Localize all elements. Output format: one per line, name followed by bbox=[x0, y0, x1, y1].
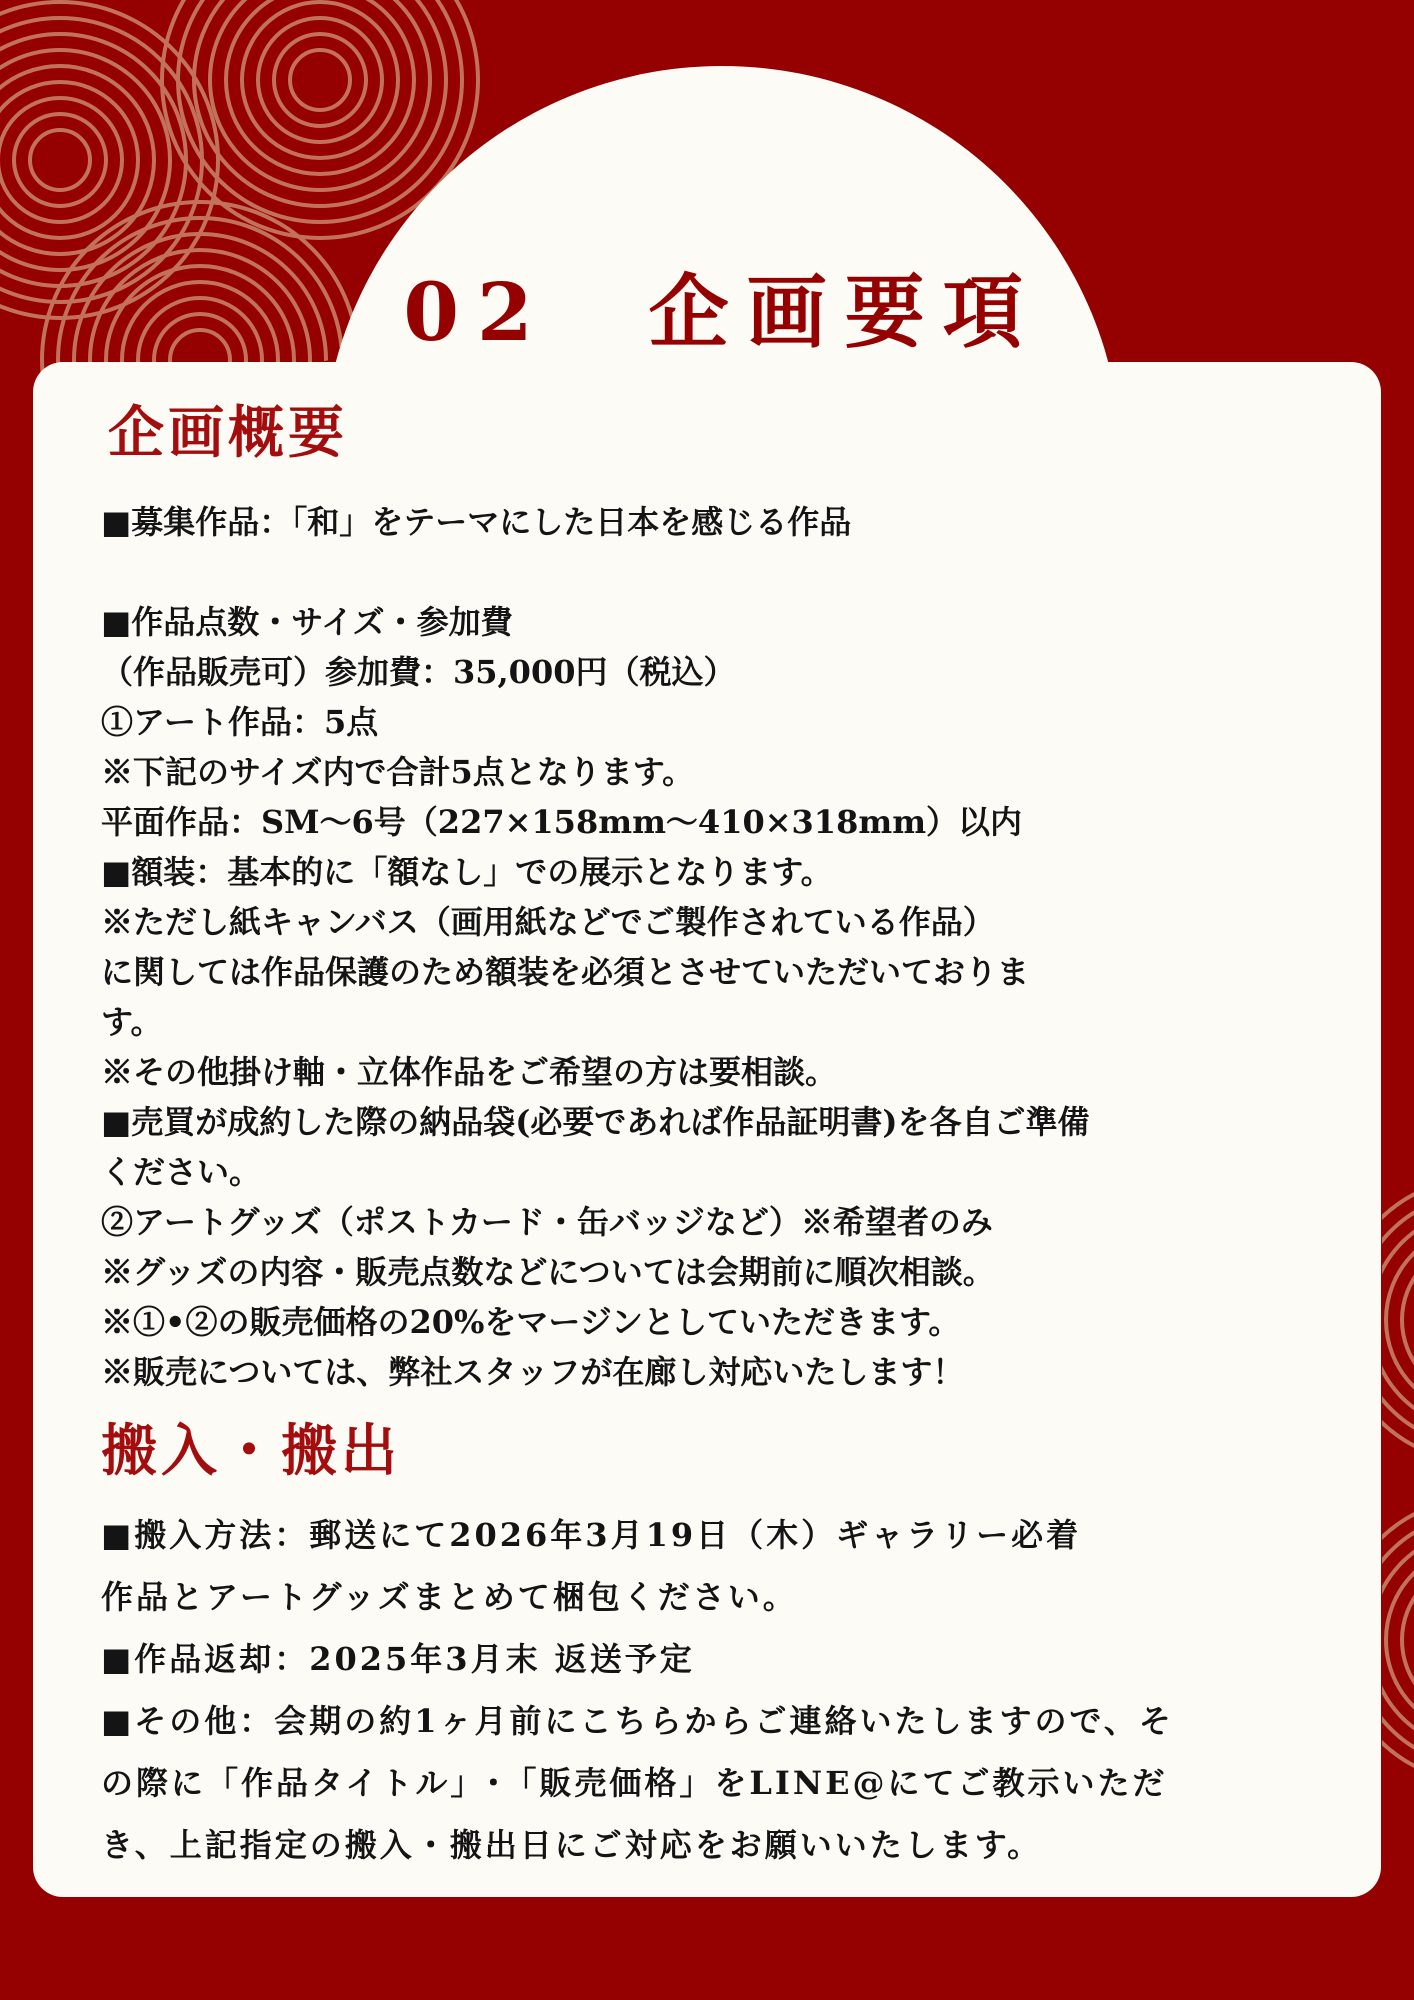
overview-line: ください。 bbox=[101, 1153, 262, 1191]
overview-line: す。 bbox=[101, 1003, 163, 1041]
overview-line: ※下記のサイズ内で合計5点となります。 bbox=[101, 753, 695, 791]
overview-line: ■売買が成約した際の納品袋(必要であれば作品証明書)を各自ご準備 bbox=[101, 1103, 1090, 1141]
overview-line: 平面作品：SM～6号（227×158mm～410×318mm）以内 bbox=[101, 803, 1023, 841]
shipping-line: の際に「作品タイトル」･「販売価格」をLINE@にてご教示いただ bbox=[101, 1764, 1168, 1802]
overview-line: ②アートグッズ（ポストカード・缶バッジなど）※希望者のみ bbox=[101, 1203, 993, 1241]
page-title: 02 企画要項 bbox=[403, 265, 1041, 359]
shipping-line: き、上記指定の搬入・搬出日にご対応をお願いいたします。 bbox=[101, 1826, 1043, 1864]
overview-line: ※①•②の販売価格の20%をマージンとしていただきます。 bbox=[101, 1303, 961, 1341]
shipping-line: ■搬入方法：郵送にて2026年3月19日（木）ギャラリー必着 bbox=[101, 1516, 1082, 1554]
overview-line: ■作品点数・サイズ・参加費 bbox=[101, 603, 513, 641]
overview-line: ■額装：基本的に「額なし」での展示となります。 bbox=[101, 853, 833, 891]
overview-line: ※販売については、弊社スタッフが在廊し対応いたします！ bbox=[101, 1353, 965, 1391]
overview-heading: 企画概要 bbox=[108, 400, 348, 466]
overview-line: ※その他掛け軸・立体作品をご希望の方は要相談。 bbox=[101, 1053, 838, 1091]
overview-line: に関しては作品保護のため額装を必須とさせていただいておりま bbox=[101, 953, 1030, 991]
overview-line: ※ただし紙キャンバス（画用紙などでご製作されている作品） bbox=[101, 903, 995, 941]
overview-line: （作品販売可）参加費：35,000円（税込） bbox=[101, 653, 736, 691]
overview-line: ※グッズの内容・販売点数などについては会期前に順次相談。 bbox=[101, 1253, 995, 1291]
shipping-line: ■作品返却：2025年3月末 返送予定 bbox=[101, 1640, 695, 1678]
overview-line: ■募集作品：「和」をテーマにした日本を感じる作品 bbox=[101, 503, 852, 541]
overview-line: ①アート作品：5点 bbox=[101, 703, 379, 741]
shipping-heading: 搬入・搬出 bbox=[101, 1418, 401, 1484]
shipping-line: 作品とアートグッズまとめて梱包ください。 bbox=[101, 1578, 798, 1616]
shipping-line: ■その他：会期の約1ヶ月前にこちらからご連絡いたしますので、そ bbox=[101, 1702, 1174, 1740]
